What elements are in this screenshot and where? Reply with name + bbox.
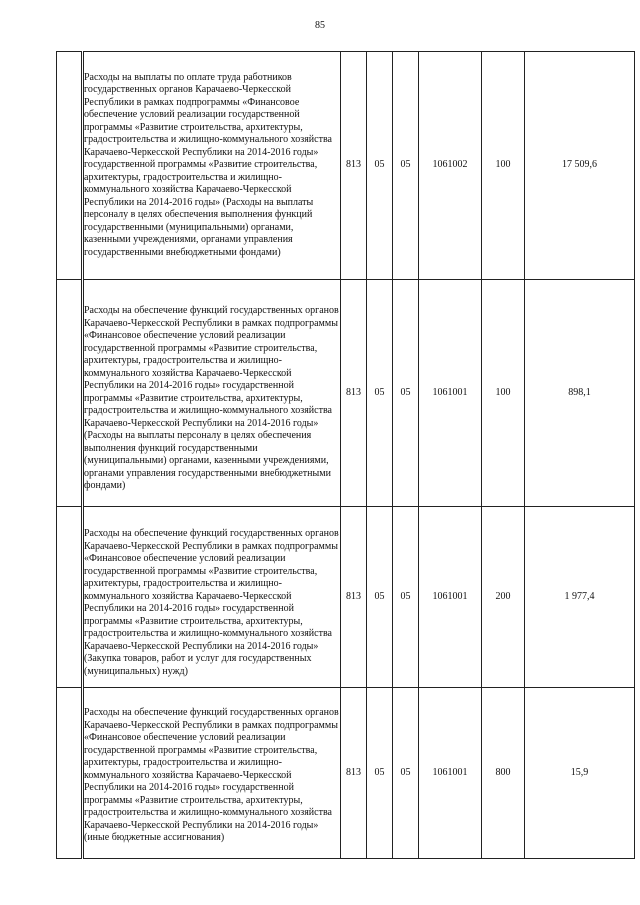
expense-type-cell: 800 [482, 688, 525, 859]
target-article-cell: 1061002 [419, 52, 482, 280]
target-article-cell: 1061001 [419, 688, 482, 859]
section-cell: 05 [367, 507, 393, 688]
department-code-cell: 813 [341, 52, 367, 280]
row-number-cell [57, 280, 83, 507]
amount-cell: 17 509,6 [525, 52, 635, 280]
subsection-cell: 05 [393, 507, 419, 688]
table-row [57, 280, 635, 507]
description-cell: Расходы на обеспечение функций государственных органов Карачаево-Черкесской Республики в рамках подпрограммы «Финансовое обеспечение условий реализации государственной программы «Развитие строительства, архитектуры, градостроительства и жилищно-коммунального хозяйства Карачаево-Черкесской Республики на 2014-2016 годы» государственной программы «Развитие строительства, архитектуры, градостроительства и жилищно-коммунального хозяйства Карачаево-Черкесской Республики на 2014-2016 годы» (иные бюджетные ассигнования) [83, 688, 341, 859]
description-cell: Расходы на обеспечение функций государственных органов Карачаево-Черкесской Республики в рамках подпрограммы «Финансовое обеспечение условий реализации государственной программы «Развитие строительства, архитектуры, градостроительства и жилищно-коммунального хозяйства Карачаево-Черкесской Республики на 2014-2016 годы» государственной программы «Развитие строительства, архитектуры, градостроительства и жилищно-коммунального хозяйства Карачаево-Черкесской Республики на 2014-2016 годы» (Расходы на выплаты персоналу в целях обеспечения выполнения функций государственными (муниципальными) органами, казенными учреждениями, органами управления государственными внебюджетными фондами) [83, 280, 341, 507]
expense-type-cell: 200 [482, 507, 525, 688]
table-row [57, 688, 635, 859]
row-number-cell [57, 507, 83, 688]
target-article-cell: 1061001 [419, 507, 482, 688]
expense-type-cell: 100 [482, 280, 525, 507]
expense-type-cell: 100 [482, 52, 525, 280]
target-article-cell: 1061001 [419, 280, 482, 507]
description-cell: Расходы на обеспечение функций государственных органов Карачаево-Черкесской Республики в рамках подпрограммы «Финансовое обеспечение условий реализации государственной программы «Развитие строительства, архитектуры, градостроительства и жилищно-коммунального хозяйства Карачаево-Черкесской Республики на 2014-2016 годы» государственной программы «Развитие строительства, архитектуры, градостроительства и жилищно-коммунального хозяйства Карачаево-Черкесской Республики на 2014-2016 годы» (Закупка товаров, работ и услуг для государственных (муниципальных) нужд) [83, 507, 341, 688]
section-cell: 05 [367, 688, 393, 859]
department-code-cell: 813 [341, 507, 367, 688]
section-cell: 05 [367, 52, 393, 280]
department-code-cell: 813 [341, 280, 367, 507]
table-row [57, 52, 635, 280]
row-number-cell [57, 688, 83, 859]
row-number-cell [57, 52, 83, 280]
table-row [57, 507, 635, 688]
section-cell: 05 [367, 280, 393, 507]
page-number: 85 [315, 20, 325, 31]
subsection-cell: 05 [393, 688, 419, 859]
subsection-cell: 05 [393, 280, 419, 507]
description-cell: Расходы на выплаты по оплате труда работников государственных органов Карачаево-Черкесской Республики в рамках подпрограммы «Финансовое обеспечение условий реализации государственной программы «Развитие строительства, архитектуры, градостроительства и жилищно-коммунального хозяйства Карачаево-Черкесской Республики на 2014-2016 годы» государственной программы «Развитие строительства, архитектуры, градостроительства и жилищно-коммунального хозяйства Карачаево-Черкесской Республики на 2014-2016 годы» (Расходы на выплаты персоналу в целях обеспечения выполнения функций государственными (муниципальными) органами, казенными учреждениями, органами управления государственными внебюджетными фондами) [83, 52, 341, 280]
subsection-cell: 05 [393, 52, 419, 280]
budget-table [56, 51, 635, 859]
amount-cell: 898,1 [525, 280, 635, 507]
department-code-cell: 813 [341, 688, 367, 859]
amount-cell: 1 977,4 [525, 507, 635, 688]
amount-cell: 15,9 [525, 688, 635, 859]
